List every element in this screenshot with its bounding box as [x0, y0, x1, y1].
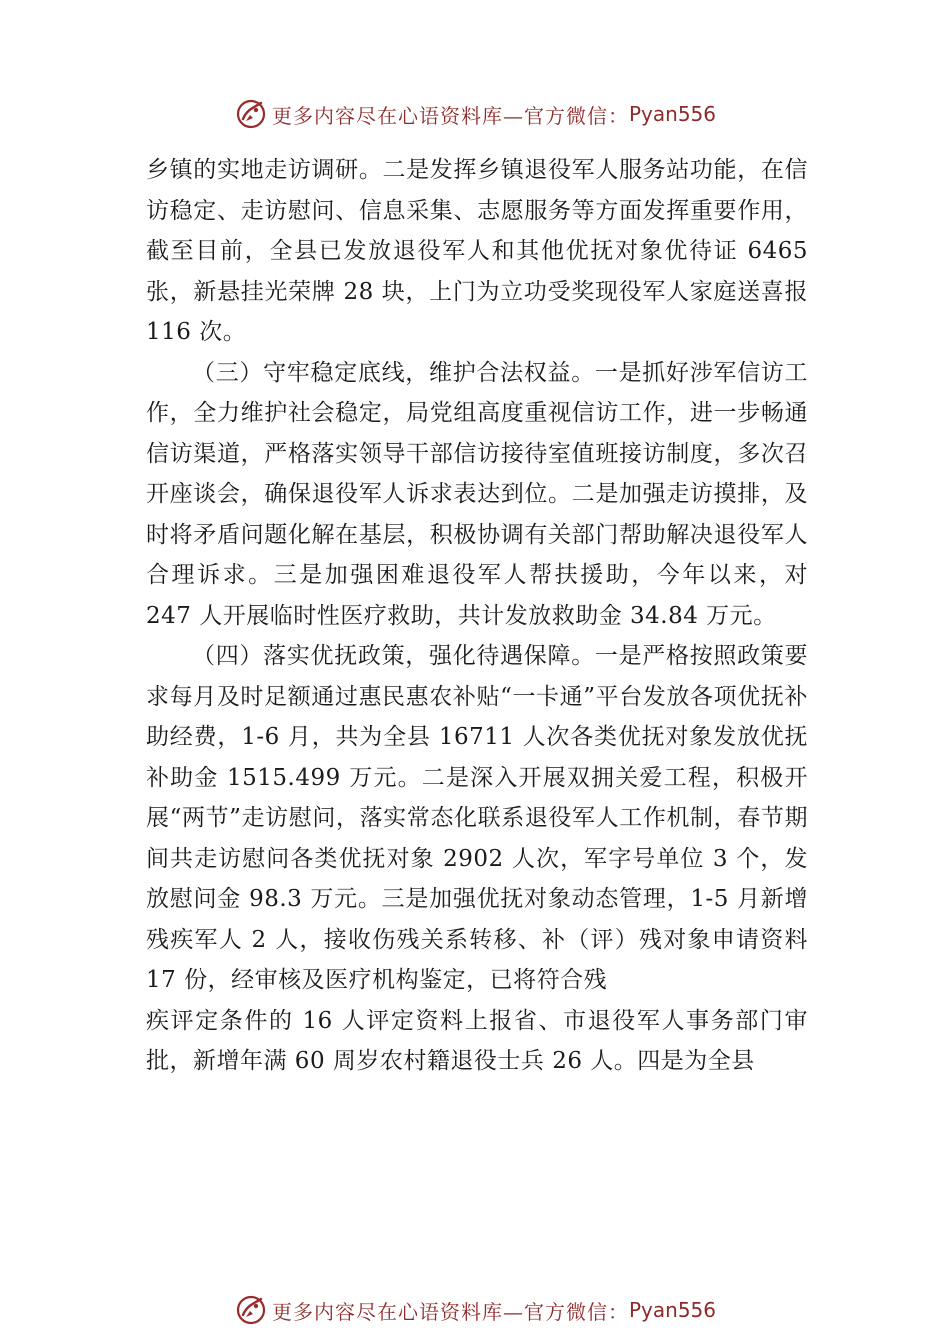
banner-wechat-id: Pyan556 — [628, 1298, 716, 1322]
header-banner — [0, 94, 950, 134]
document-body — [146, 150, 808, 1082]
paragraph-section-3: （三）守牢稳定底线，维护合法权益。一是抓好涉军信访工作，全力维护社会稳定，局党组高度重视信访工作，进一步畅通信访渠道，严格落实领导干部信访接待室值班接访制度，多次召开座谈会，确保退役军人诉求表达到位。二是加强走访摸排，及时将矛盾问题化解在基层，积极协调有关部门帮助解决退役军人合理诉求。三是加强困难退役军人帮扶援助，今年以来，对 247 人开展临时性医疗救助，共计发放救助金 34.84 万元。 — [146, 359, 808, 629]
footer-banner — [0, 1290, 950, 1330]
banner-text: 更多内容尽在心语资料库—官方微信： — [271, 103, 629, 128]
brand-logo-icon — [234, 97, 268, 131]
paragraph-continued: 乡镇的实地走访调研。二是发挥乡镇退役军人服务站功能，在信访稳定、走访慰问、信息采集、志愿服务等方面发挥重要作用，截至目前，全县已发放退役军人和其他优抚对象优待证 6465 张，新悬挂光荣牌 28 块，上门为立功受奖现役军人家庭送喜报 116 次。 — [146, 157, 808, 345]
banner-wechat-id: Pyan556 — [628, 102, 716, 126]
paragraph-section-4: （四）落实优抚政策，强化待遇保障。一是严格按照政策要求每月及时足额通过惠民惠农补贴“一卡通”平台发放各项优抚补助经费，1-6 月，共为全县 16711 人次各类优抚对象发放优抚补助金 1515.499 万元。二是深入开展双拥关爱工程，积极开展“两节”走访慰问，落实常态化联系退役军人工作机制，春节期间共走访慰问各类优抚对象 2902 人次，军字号单位 3 个，发放慰问金 98.3 万元。三是加强优抚对象动态管理，1-5 月新增残疾军人 2 人，接收伤残关系转移、补（评）残对象申请资料 17 份，经审核及医疗机构鉴定，已将符合残 — [146, 643, 808, 993]
paragraph-continued-end: 疾评定条件的 16 人评定资料上报省、市退役军人事务部门审批，新增年满 60 周岁农村籍退役士兵 26 人。四是为全县 — [146, 1007, 808, 1074]
banner-text: 更多内容尽在心语资料库—官方微信： — [271, 1299, 629, 1324]
brand-logo-icon — [234, 1293, 268, 1327]
